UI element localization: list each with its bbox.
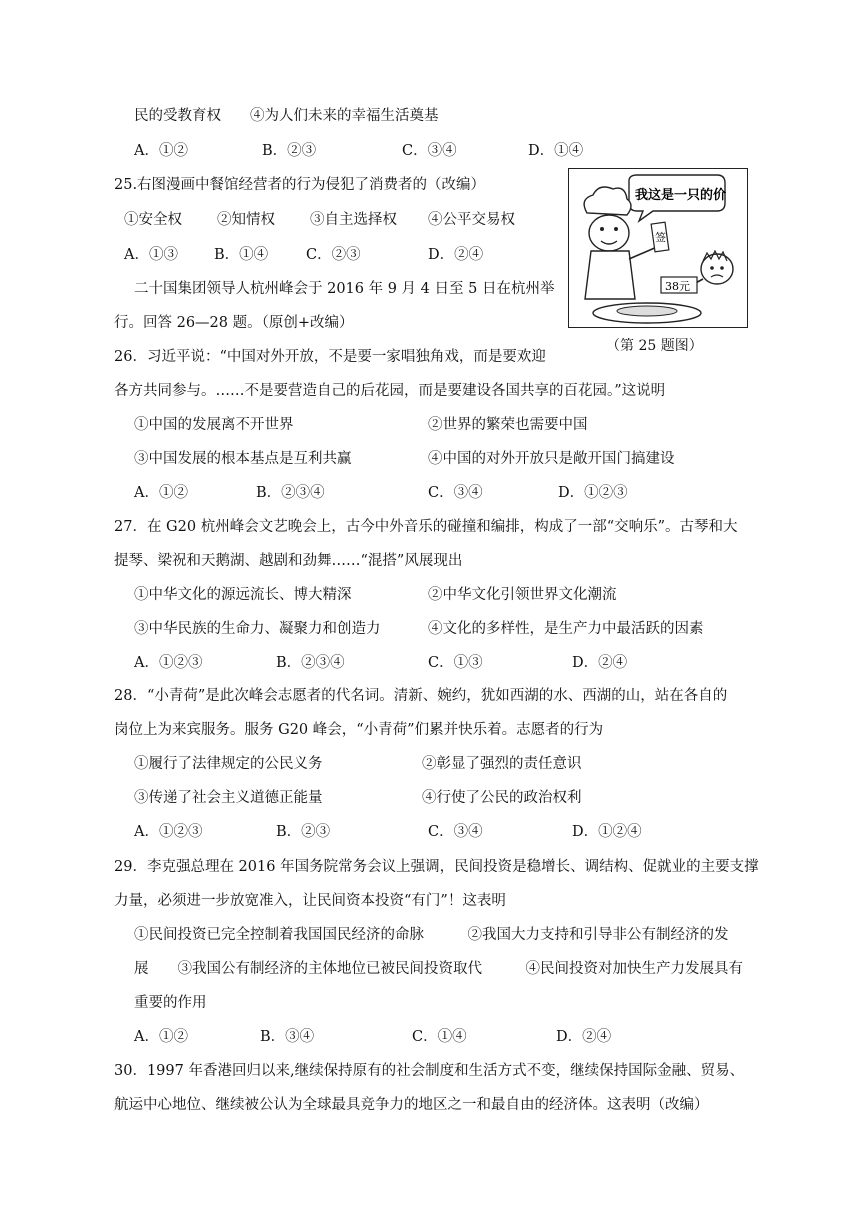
cartoon-drawing <box>569 169 746 326</box>
q26-stem-line2: 各方共同参与。……不是要营造自己的后花园，而是要建设各国共享的百花园。”这说明 <box>114 383 666 399</box>
q28-option-c: C．③④ <box>428 824 483 840</box>
q25-choice-3: ③自主选择权 <box>310 212 397 228</box>
q28-choice-2: ②彰显了强烈的责任意识 <box>422 756 582 772</box>
q25-option-d: D．②④ <box>428 247 484 263</box>
q27-stem-line1: 27．在 G20 杭州峰会文艺晚会上，古今中外音乐的碰撞和编排，构成了一部“交响乐”。古琴和大 <box>114 519 738 535</box>
q25-cartoon <box>568 168 748 328</box>
q29-choices-line2: 展 ③我国公有制经济的主体地位已被民间投资取代 ④民间投资对加快生产力发展具有 <box>134 961 743 977</box>
q26-option-c: C．③④ <box>428 485 483 501</box>
q24-option-d: D．①④ <box>528 143 584 159</box>
q30-stem-line1: 30．1997 年香港回归以来,继续保持原有的社会制度和生活方式不变，继续保持国际金融、贸易、 <box>114 1063 745 1079</box>
q25-option-a: A．①③ <box>124 247 178 263</box>
q29-stem-line2: 力量，必须进一步放宽准入，让民间资本投资“有门”！这表明 <box>114 893 506 909</box>
q24-option-a: A．①② <box>134 143 188 159</box>
g20-intro-line1: 二十国集团领导人杭州峰会于 2016 年 9 月 4 日至 5 日在杭州举 <box>134 281 555 297</box>
q26-choice-1: ①中国的发展离不开世界 <box>134 417 294 433</box>
q27-choice-4: ④文化的多样性，是生产力中最活跃的因素 <box>428 621 704 637</box>
q27-choice-1: ①中华文化的源远流长、博大精深 <box>134 587 352 603</box>
q24-option-c: C．③④ <box>402 143 457 159</box>
q28-choice-3: ③传递了社会主义道德正能量 <box>134 790 323 806</box>
q28-option-b: B．②③ <box>276 824 331 840</box>
q27-choice-2: ②中华文化引领世界文化潮流 <box>428 587 617 603</box>
q26-stem-line1: 26．习近平说：“中国对外开放，不是要一家唱独角戏，而是要欢迎 <box>114 349 546 365</box>
q29-choices-line1: ①民间投资已完全控制着我国国民经济的命脉 ②我国大力支持和引导非公有制经济的发 <box>134 927 729 943</box>
q29-option-a: A．①② <box>134 1029 188 1045</box>
q24-continuation: 民的受教育权 ④为人们未来的幸福生活奠基 <box>134 108 439 124</box>
q28-choice-1: ①履行了法律规定的公民义务 <box>134 756 323 772</box>
q27-choice-3: ③中华民族的生命力、凝聚力和创造力 <box>134 621 381 637</box>
cartoon-caption: （第 25 题图） <box>606 338 703 354</box>
q26-option-a: A．①② <box>134 485 188 501</box>
q26-choice-4: ④中国的对外开放只是敞开国门搞建设 <box>428 451 675 467</box>
q27-option-d: D．②④ <box>572 655 628 671</box>
q28-choice-4: ④行使了公民的政治权利 <box>422 790 582 806</box>
q26-option-d: D．①②③ <box>558 485 628 501</box>
q28-option-a: A．①②③ <box>134 824 203 840</box>
q24-option-b: B．②③ <box>262 143 317 159</box>
q27-option-a: A．①②③ <box>134 655 203 671</box>
speech-text: 我这是一只的价 <box>635 188 727 203</box>
q25-choice-1: ①安全权 <box>124 212 182 228</box>
q28-stem-line1: 28．“小青荷”是此次峰会志愿者的代名词。清新、婉约，犹如西湖的水、西湖的山，站在各自的 <box>114 688 728 704</box>
q26-choice-2: ②世界的繁荣也需要中国 <box>428 417 588 433</box>
q26-choice-3: ③中国发展的根本基点是互利共赢 <box>134 451 352 467</box>
q27-stem-line2: 提琴、梁祝和天鹅湖、越剧和劲舞……“混搭”风展现出 <box>114 553 463 569</box>
q29-option-c: C．①④ <box>412 1029 467 1045</box>
q29-option-b: B．③④ <box>260 1029 315 1045</box>
q28-stem-line2: 岗位上为来宾服务。服务 G20 峰会，“小青荷”们累并快乐着。志愿者的行为 <box>114 722 604 738</box>
q29-stem-line1: 29．李克强总理在 2016 年国务院常务会议上强调，民间投资是稳增长、调结构、促就业的主要支撑 <box>114 859 759 875</box>
q29-option-d: D．②④ <box>556 1029 612 1045</box>
price-text: 38元 <box>665 280 690 293</box>
q25-option-c: C．②③ <box>306 247 361 263</box>
q26-option-b: B．②③④ <box>256 485 325 501</box>
q25-choice-4: ④公平交易权 <box>428 212 515 228</box>
q30-stem-line2: 航运中心地位、继续被公认为全球最具竞争力的地区之一和最自由的经济体。这表明（改编） <box>114 1097 709 1113</box>
g20-intro-line2: 行。回答 26—28 题。（原创+改编） <box>114 315 354 331</box>
q28-option-d: D．①②④ <box>572 824 642 840</box>
q29-choices-line3: 重要的作用 <box>134 995 207 1011</box>
tag-text: 签 <box>655 231 666 244</box>
q27-option-c: C．①③ <box>428 655 483 671</box>
q25-stem: 25.右图漫画中餐馆经营者的行为侵犯了消费者的（改编） <box>114 177 486 193</box>
q25-option-b: B．①④ <box>214 247 269 263</box>
q27-option-b: B．②③④ <box>276 655 345 671</box>
q25-choice-2: ②知情权 <box>217 212 275 228</box>
